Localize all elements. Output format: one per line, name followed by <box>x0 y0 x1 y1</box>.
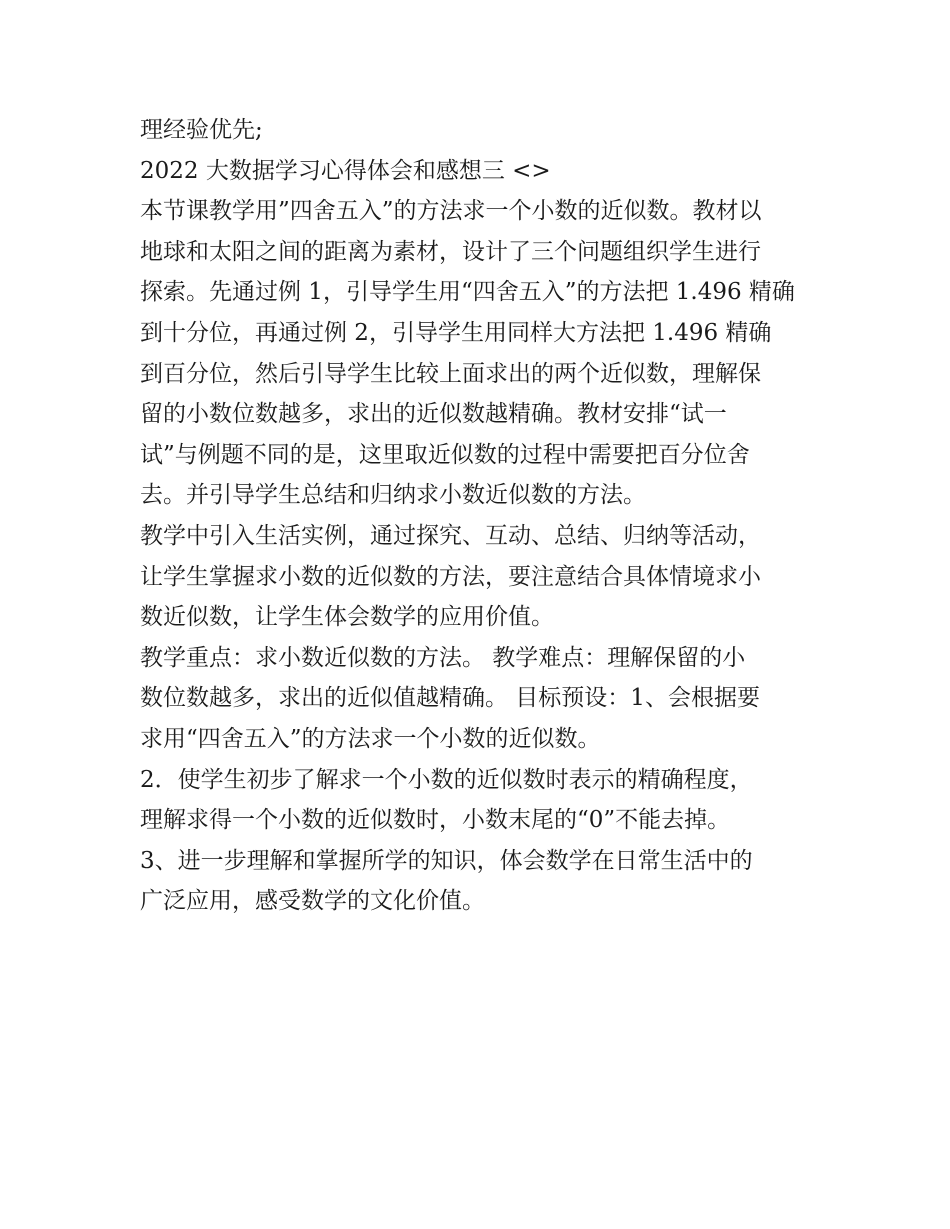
section-heading: 2022 大数据学习心得体会和感想三 <> <box>140 157 551 184</box>
text-line: 探索。先通过例 1，引导学生用“四舍五入”的方法把 1.496 精确 <box>140 279 795 306</box>
text-line: 留的小数位数越多，求出的近似数越精确。教材安排“试一 <box>140 401 727 428</box>
text-line: 让学生掌握求小数的近似数的方法，要注意结合具体情境求小 <box>140 563 761 590</box>
text-line: 到十分位，再通过例 2，引导学生用同样大方法把 1.496 精确 <box>140 319 772 346</box>
paragraph-3 <box>140 191 820 516</box>
text-line: 3、进一步理解和掌握所学的知识，体会数学在日常生活中的 <box>140 847 753 874</box>
paragraph-6 <box>140 760 820 841</box>
text-line: 数位数越多，求出的近似值越精确。 目标预设：1、会根据要 <box>140 685 760 712</box>
text-line: 地球和太阳之间的距离为素材，设计了三个问题组织学生进行 <box>140 238 761 265</box>
paragraph-2-heading <box>140 151 820 192</box>
text-line: 试”与例题不同的是，这里取近似数的过程中需要把百分位舍 <box>140 441 750 468</box>
text-line: 求用“四舍五入”的方法求一个小数的近似数。 <box>140 725 601 752</box>
text-line: 教学重点：求小数近似数的方法。 教学难点：理解保留的小 <box>140 644 746 671</box>
text-line: 本节课教学用”四舍五入”的方法求一个小数的近似数。教材以 <box>140 198 762 225</box>
text-line: 去。并引导学生总结和归纳求小数近似数的方法。 <box>140 482 646 509</box>
document-body <box>140 110 820 922</box>
text-line: 广泛应用，感受数学的文化价值。 <box>140 888 485 915</box>
text-line: 数近似数，让学生体会数学的应用价值。 <box>140 604 554 631</box>
paragraph-5 <box>140 638 820 760</box>
paragraph-7 <box>140 841 820 922</box>
text-line: 到百分位，然后引导学生比较上面求出的两个近似数，理解保 <box>140 360 761 387</box>
paragraph-4 <box>140 516 820 638</box>
text-line: 理经验优先; <box>140 117 263 143</box>
text-line: 理解求得一个小数的近似数时，小数末尾的“0”不能去掉。 <box>140 807 731 834</box>
text-line: 2．使学生初步了解求一个小数的近似数时表示的精确程度， <box>140 766 753 793</box>
paragraph-1 <box>140 110 820 151</box>
text-line: 教学中引入生活实例，通过探究、互动、总结、归纳等活动， <box>140 522 761 549</box>
